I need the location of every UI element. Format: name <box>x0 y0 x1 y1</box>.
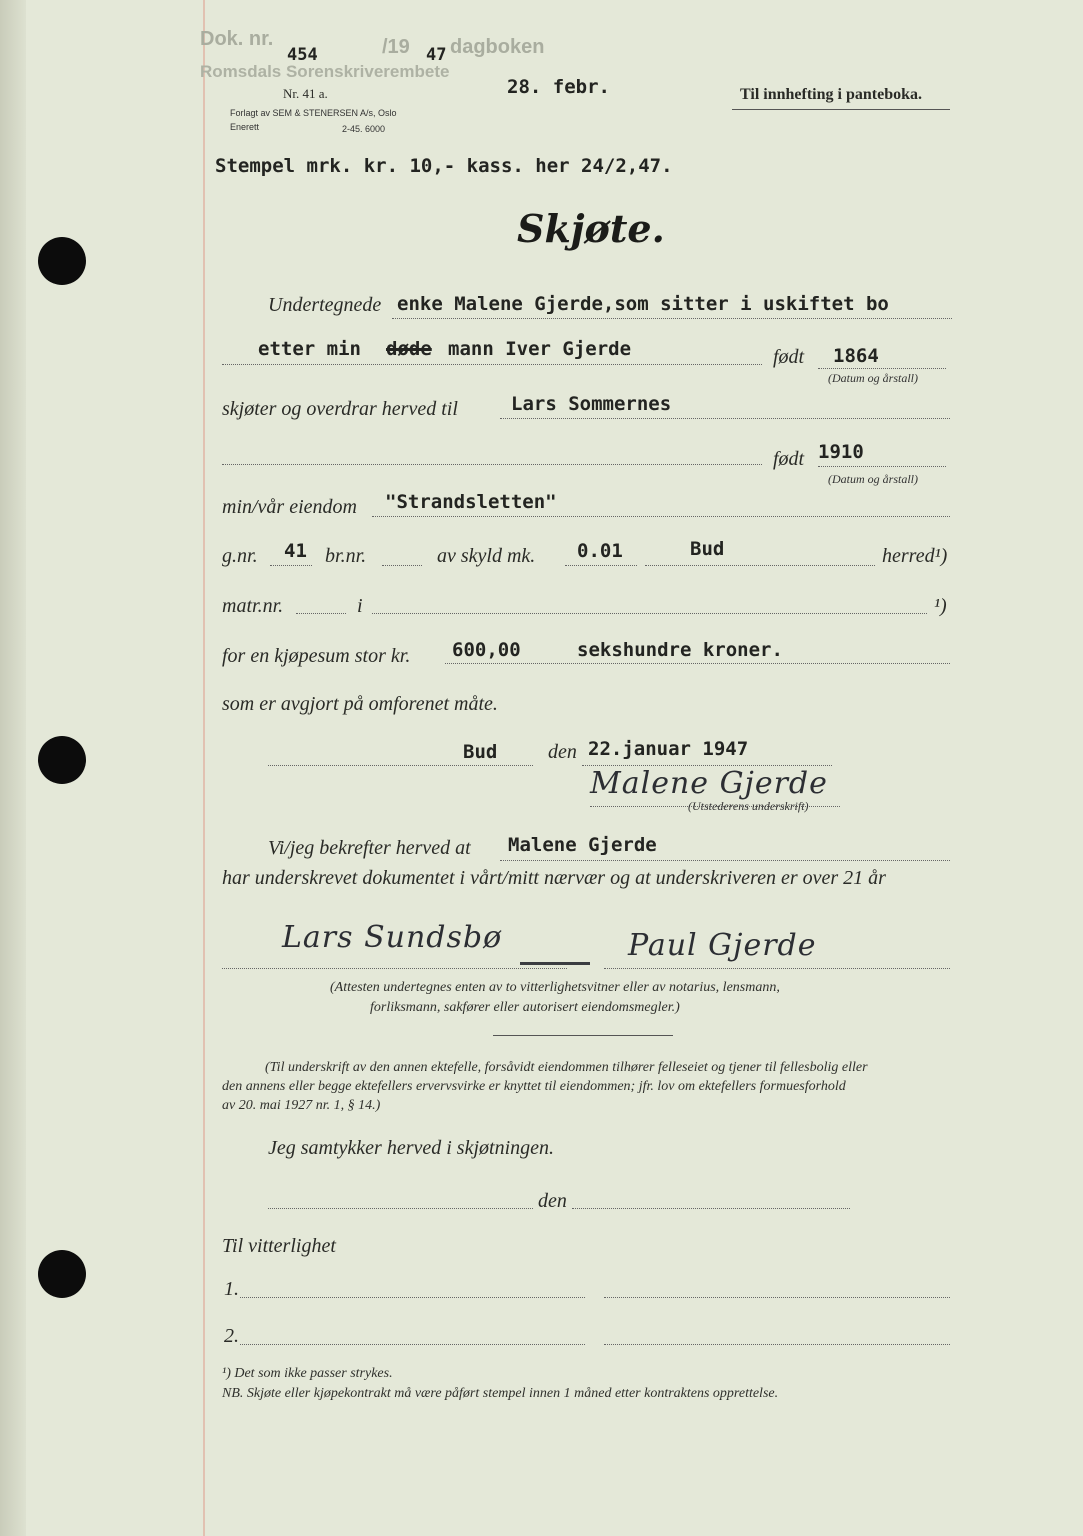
seller-line-1: enke Malene Gjerde,som sitter i uskiftet bo <box>397 293 889 315</box>
samtykke-date-dotline <box>572 1208 850 1209</box>
buyer-name: Lars Sommernes <box>511 393 672 415</box>
dok-number: 454 <box>287 45 318 65</box>
den-label: den <box>548 741 577 763</box>
punch-hole-bottom <box>38 1250 86 1298</box>
buyer-born-year: 1910 <box>818 441 864 463</box>
matr-i-dotline <box>372 613 927 614</box>
brnr-dotline <box>382 565 422 566</box>
buyer-born-dotline <box>818 466 946 467</box>
herred-dotline <box>645 565 875 566</box>
form-number: Nr. 41 a. <box>283 86 328 101</box>
purchase-amount-words: sekshundre kroner. <box>577 639 783 661</box>
seller-line-2a: etter min <box>258 338 361 360</box>
dok-nr-label: Dok. nr. <box>200 28 274 50</box>
margin-rule <box>203 0 205 1536</box>
date-received: 28. febr. <box>507 76 610 98</box>
witness-1-dotline <box>222 968 567 969</box>
year-separator: /19 <box>382 36 410 58</box>
witness-number-1: 1. <box>224 1278 239 1300</box>
utsteder-label: (Utstederens underskrift) <box>688 799 809 813</box>
stamp-line: Stempel mrk. kr. 10,- kass. her 24/2,47. <box>215 155 673 177</box>
place-name: Bud <box>463 741 498 763</box>
attest-note-line-2: forliksmann, sakfører eller autorisert eiendomsmegler.) <box>370 1000 680 1015</box>
publisher-line-1: Forlagt av SEM & STENERSEN A/s, Oslo <box>230 108 397 118</box>
bekrefter-label: Vi/jeg bekrefter herved at <box>268 837 471 859</box>
office-name: Romsdals Sorenskriverembete <box>200 62 450 81</box>
matr-footnote-mark: ¹) <box>934 595 947 617</box>
seller-dotline-1 <box>392 318 952 319</box>
eiendom-label: min/vår eiendom <box>222 496 357 518</box>
skyld-dotline <box>565 565 637 566</box>
witness-2-signature: Paul Gjerde <box>628 928 817 963</box>
purchase-amount: 600,00 <box>452 639 521 661</box>
buyer-datum-label: (Datum og årstall) <box>828 472 918 486</box>
skyld-value: 0.01 <box>577 540 623 562</box>
amount-dotline <box>445 663 950 664</box>
punch-hole-top <box>38 237 86 285</box>
den-2-label: den <box>538 1190 567 1212</box>
matr-i-label: i <box>357 595 363 617</box>
matrnr-label: matr.nr. <box>222 595 284 617</box>
spouse-note-line-1: (Til underskrift av den annen ektefelle, forsåvidt eiendommen tilhører felleseiet og tjener til fellesbolig eller <box>265 1060 868 1075</box>
confirmed-signer-name: Malene Gjerde <box>508 834 657 856</box>
gnr-dotline <box>270 565 312 566</box>
vitne-2-dotline-a <box>240 1344 585 1345</box>
signature-smudge <box>520 962 590 965</box>
gnr-label: g.nr. <box>222 545 258 567</box>
witness-2-dotline <box>604 968 950 969</box>
seller-line-2-struck: døde <box>386 338 432 360</box>
spouse-note-line-2: den annens eller begge ektefellers ervervsvirke er knyttet til eiendommen; jfr. lov om ektefellers formuesforhold <box>222 1079 846 1094</box>
buyer-dotline <box>500 418 950 419</box>
bekrefter-line-2: har underskrevet dokumentet i vårt/mitt nærvær og at underskriveren er over 21 år <box>222 867 886 889</box>
witness-1-signature: Lars Sundsbø <box>282 920 503 955</box>
document-title: Skjøte. <box>517 206 665 251</box>
dok-year: 47 <box>426 45 447 65</box>
skjoter-label: skjøter og overdrar herved til <box>222 398 458 420</box>
samtykker-text: Jeg samtykker herved i skjøtningen. <box>268 1137 555 1159</box>
seller-line-2b: mann Iver Gjerde <box>448 338 632 360</box>
seller-born-year: 1864 <box>833 345 879 367</box>
witness-number-2: 2. <box>224 1325 239 1347</box>
footnote-2: NB. Skjøte eller kjøpekontrakt må være påført stempel innen 1 måned etter kontraktens opprettelse. <box>222 1386 779 1401</box>
seller-signature: Malene Gjerde <box>590 766 828 801</box>
seller-datum-label: (Datum og årstall) <box>828 371 918 385</box>
vitterlighet-label: Til vitterlighet <box>222 1235 336 1257</box>
signer-dotline <box>500 860 950 861</box>
publisher-line-2: Enerett <box>230 122 260 132</box>
footnote-1: ¹) Det som ikke passer strykes. <box>222 1366 393 1381</box>
buyer-fodt-label: født <box>773 448 805 470</box>
property-name: "Strandsletten" <box>385 491 557 513</box>
seller-fodt-label: født <box>773 346 805 368</box>
dagbok-label: dagboken <box>450 36 545 58</box>
seller-born-dotline <box>818 368 946 369</box>
skyld-label: av skyld mk. <box>437 545 536 567</box>
kjopesum-label: for en kjøpesum stor kr. <box>222 645 411 667</box>
samtykke-place-dotline <box>268 1208 533 1209</box>
panteboka-underline <box>732 109 950 110</box>
matrnr-dotline <box>296 613 346 614</box>
page-edge-shadow <box>0 0 26 1536</box>
spouse-note-line-3: av 20. mai 1927 nr. 1, § 14.) <box>222 1098 381 1113</box>
publisher-line-3: 2-45. 6000 <box>342 124 386 134</box>
punch-hole-middle <box>38 736 86 784</box>
gnr-value: 41 <box>284 540 307 562</box>
buyer-dotline-2 <box>222 464 762 465</box>
vitne-1-dotline-a <box>240 1297 585 1298</box>
place-dotline <box>268 765 533 766</box>
vitne-2-dotline-b <box>604 1344 950 1345</box>
deed-date: 22.januar 1947 <box>588 738 749 760</box>
seller-dotline-2 <box>222 364 762 365</box>
brnr-label: br.nr. <box>325 545 367 567</box>
avgjort-text: som er avgjort på omforenet måte. <box>222 693 498 715</box>
panteboka-label: Til innhefting i panteboka. <box>740 86 922 103</box>
herred-name: Bud <box>690 538 725 560</box>
section-divider <box>493 1035 673 1036</box>
attest-note-line-1: (Attesten undertegnes enten av to vitterlighetsvitner eller av notarius, lensmann, <box>330 980 780 995</box>
vitne-1-dotline-b <box>604 1297 950 1298</box>
undertegnede-label: Undertegnede <box>268 294 382 316</box>
herred-label: herred¹) <box>882 545 948 567</box>
property-dotline <box>372 516 950 517</box>
